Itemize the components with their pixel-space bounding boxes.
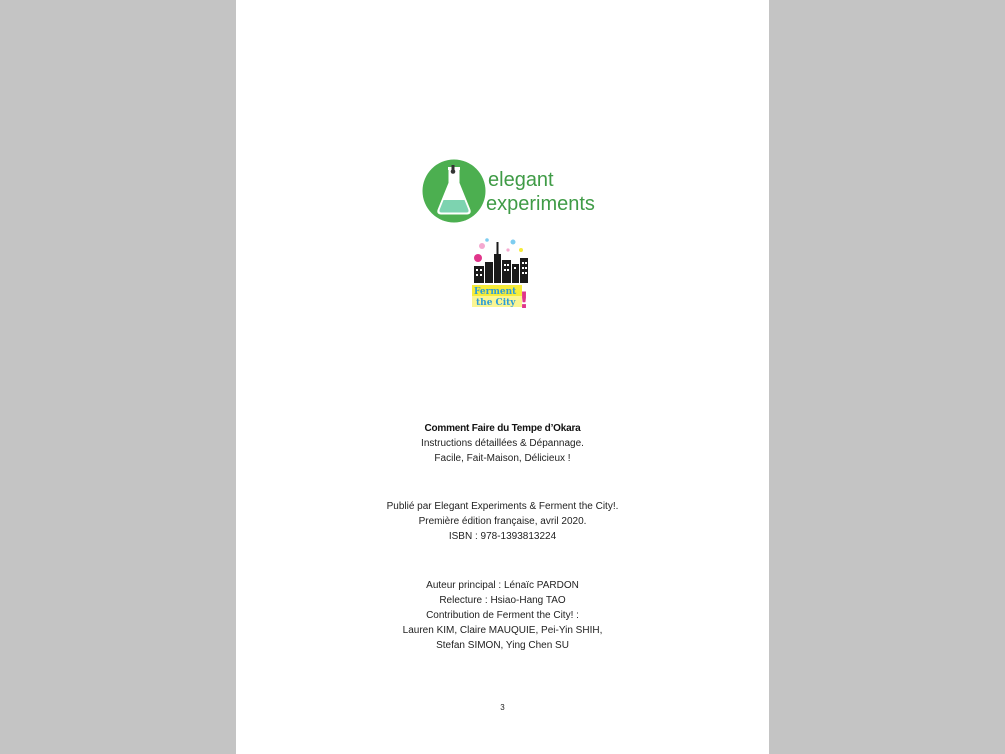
flask-icon	[423, 160, 486, 223]
credits-block	[236, 578, 769, 653]
author-line: Auteur principal : Lénaïc PARDON	[426, 580, 579, 591]
contributors-line-1: Lauren KIM, Claire MAUQUIE, Pei-Yin SHIH,	[402, 625, 603, 636]
city-skyline-icon	[474, 238, 528, 283]
book-title: Comment Faire du Tempe d’Okara	[424, 423, 581, 434]
edition-line: Première édition française, avril 2020.	[418, 516, 587, 527]
isbn-line: ISBN : 978-1393813224	[448, 531, 557, 542]
publication-block	[236, 499, 769, 544]
page-number: 3	[500, 703, 505, 712]
title-block	[236, 421, 769, 466]
proofreading-line: Relecture : Hsiao-Hang TAO	[439, 595, 566, 606]
logo-line-ferment: Ferment	[474, 287, 517, 297]
book-tagline: Facile, Fait-Maison, Délicieux !	[434, 453, 571, 464]
logo-line-the-city: the City	[476, 298, 516, 308]
book-subtitle: Instructions détaillées & Dépannage.	[421, 438, 584, 449]
contributors-line-2: Stefan SIMON, Ying Chen SU	[436, 640, 569, 651]
logo-line-experiments: experiments	[486, 193, 595, 215]
logo-exclamation-mark: !	[519, 289, 530, 314]
publisher-line: Publié par Elegant Experiments & Ferment the City!.	[386, 501, 619, 512]
elegant-experiments-logo	[422, 158, 595, 224]
contribution-line: Contribution de Ferment the City! :	[426, 610, 579, 621]
document-page	[236, 0, 769, 754]
logo-line-elegant: elegant	[488, 169, 554, 191]
ferment-the-city-logo	[472, 236, 530, 314]
